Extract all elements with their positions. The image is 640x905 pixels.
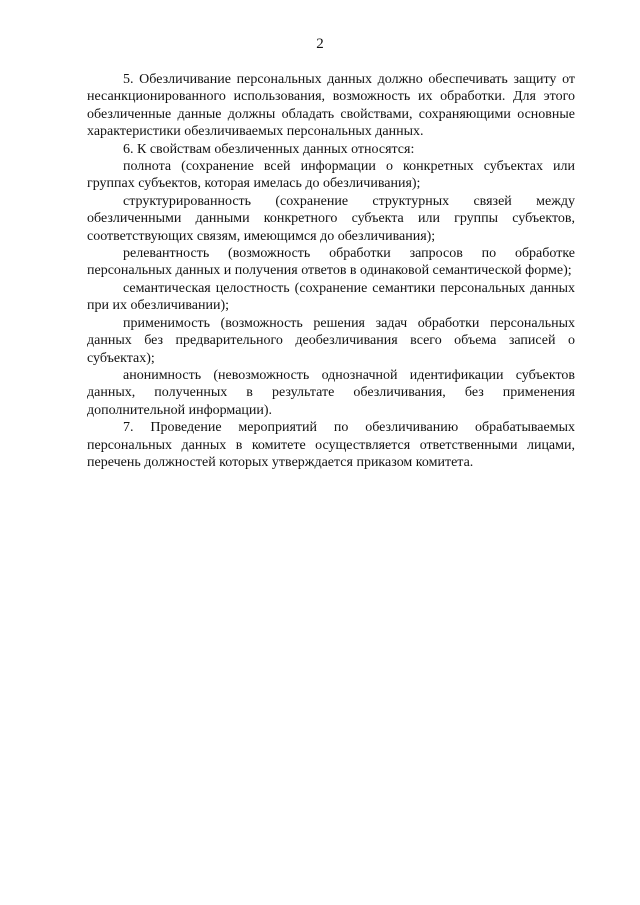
page-number: 2 (316, 36, 324, 52)
property-semantic-integrity: семантическая целостность (сохранение семантики персональных данных при их обезличивании); (87, 280, 575, 314)
document-body (87, 71, 575, 471)
property-completeness: полнота (сохранение всей информации о конкретных субъектах или группах субъектов, которая имелась до обезличивания); (87, 159, 575, 192)
property-anonymity: анонимность (невозможность однозначной идентификации субъектов данных, полученных в результате обезличивания, без применения дополнительной информации). (87, 367, 575, 418)
property-applicability: применимость (возможность решения задач обработки персональных данных без предварительного деобезличивания всего объема записей о субъектах); (87, 315, 575, 366)
paragraph-item-5: 5. Обезличивание персональных данных должно обеспечивать защиту от несанкционированного использования, возможность их обработки. Для этого обезличенные данные должны обладать свойствами, сохраняющими основные характеристики обезличиваемых персональных данных. (87, 72, 575, 140)
property-structuredness: структурированность (сохранение структурных связей между обезличенными данными конкретного субъекта или группы субъектов, соответствующих связям, имеющимся до обезличивания); (87, 193, 575, 244)
paragraph-item-6-intro: 6. К свойствам обезличенных данных относятся: (123, 141, 415, 157)
paragraph-item-7: 7. Проведение мероприятий по обезличиванию обрабатываемых персональных данных в комитете осуществляется ответственными лицами, перечень должностей которых утверждается приказом комитета. (87, 420, 575, 470)
property-relevance: релевантность (возможность обработки запросов по обработке персональных данных и получения ответов в одинаковой семантической форме); (87, 246, 575, 279)
